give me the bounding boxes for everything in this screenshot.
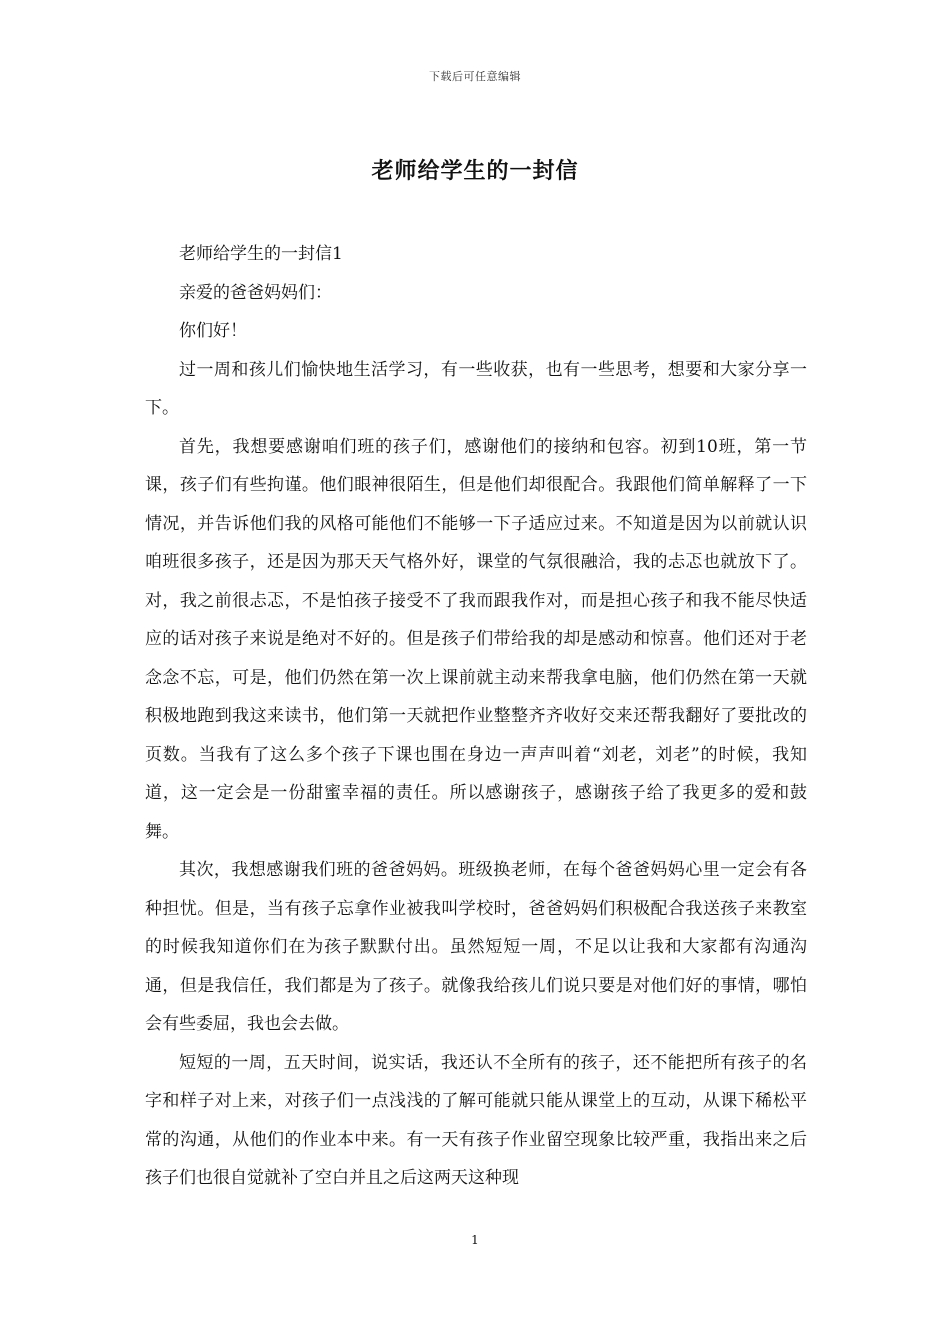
page-number: 1 <box>471 1233 479 1247</box>
paragraph-intro: 过一周和孩儿们愉快地生活学习，有一些收获，也有一些思考，想要和大家分享一下。 <box>145 359 807 418</box>
paragraph-salutation: 亲爱的爸爸妈妈们： <box>179 282 332 303</box>
document-body <box>145 235 807 1198</box>
paragraph-first-week: 短短的一周，五天时间，说实话，我还认不全所有的孩子，还不能把所有孩子的名字和样子对上来，对孩子们一点浅浅的了解可能就只能从课堂上的互动，从课下稀松平常的沟通，从他们的作业本中来。有一天有孩子作业留空现象比较严重，我指出来之后孩子们也很自觉就补了空白并且之后这两天这种现 <box>145 1052 807 1188</box>
paragraph-greeting: 你们好！ <box>179 321 247 341</box>
paragraph-subtitle: 老师给学生的一封信1 <box>179 244 343 264</box>
paragraph-thanks-children: 首先，我想要感谢咱们班的孩子们，感谢他们的接纳和包容。初到10班，第一节课，孩子们有些拘谨。他们眼神很陌生，但是他们却很配合。我跟他们简单解释了一下情况，并告诉他们我的风格可能他们不能够一下子适应过来。不知道是因为以前就认识咱班很多孩子，还是因为那天天气格外好，课堂的气氛很融洽，我的忐忑也就放下了。对，我之前很忐忑，不是怕孩子接受不了我而跟我作对，而是担心孩子和我不能尽快适应的话对孩子来说是绝对不好的。但是孩子们带给我的却是感动和惊喜。他们还对于老念念不忘，可是，他们仍然在第一次上课前就主动来帮我拿电脑，他们仍然在第一天就积极地跑到我这来读书，他们第一天就把作业整整齐齐收好交来还帮我翻好了要批改的页数。当我有了这么多个孩子下课也围在身边一声声叫着“刘老，刘老”的时候，我知道，这一定会是一份甜蜜幸福的责任。所以感谢孩子，感谢孩子给了我更多的爱和鼓舞。 <box>145 436 807 842</box>
paragraph-thanks-parents: 其次，我想感谢我们班的爸爸妈妈。班级换老师，在每个爸爸妈妈心里一定会有各种担忧。但是，当有孩子忘拿作业被我叫学校时，爸爸妈妈们积极配合我送孩子来教室的时候我知道你们在为孩子默默付出。虽然短短一周，不足以让我和大家都有沟通沟通，但是我信任，我们都是为了孩子。就像我给孩儿们说只要是对他们好的事情，哪怕会有些委屈，我也会去做。 <box>145 860 807 1034</box>
document-title: 老师给学生的一封信 <box>371 158 579 184</box>
page-header-note: 下载后可任意编辑 <box>429 70 521 83</box>
